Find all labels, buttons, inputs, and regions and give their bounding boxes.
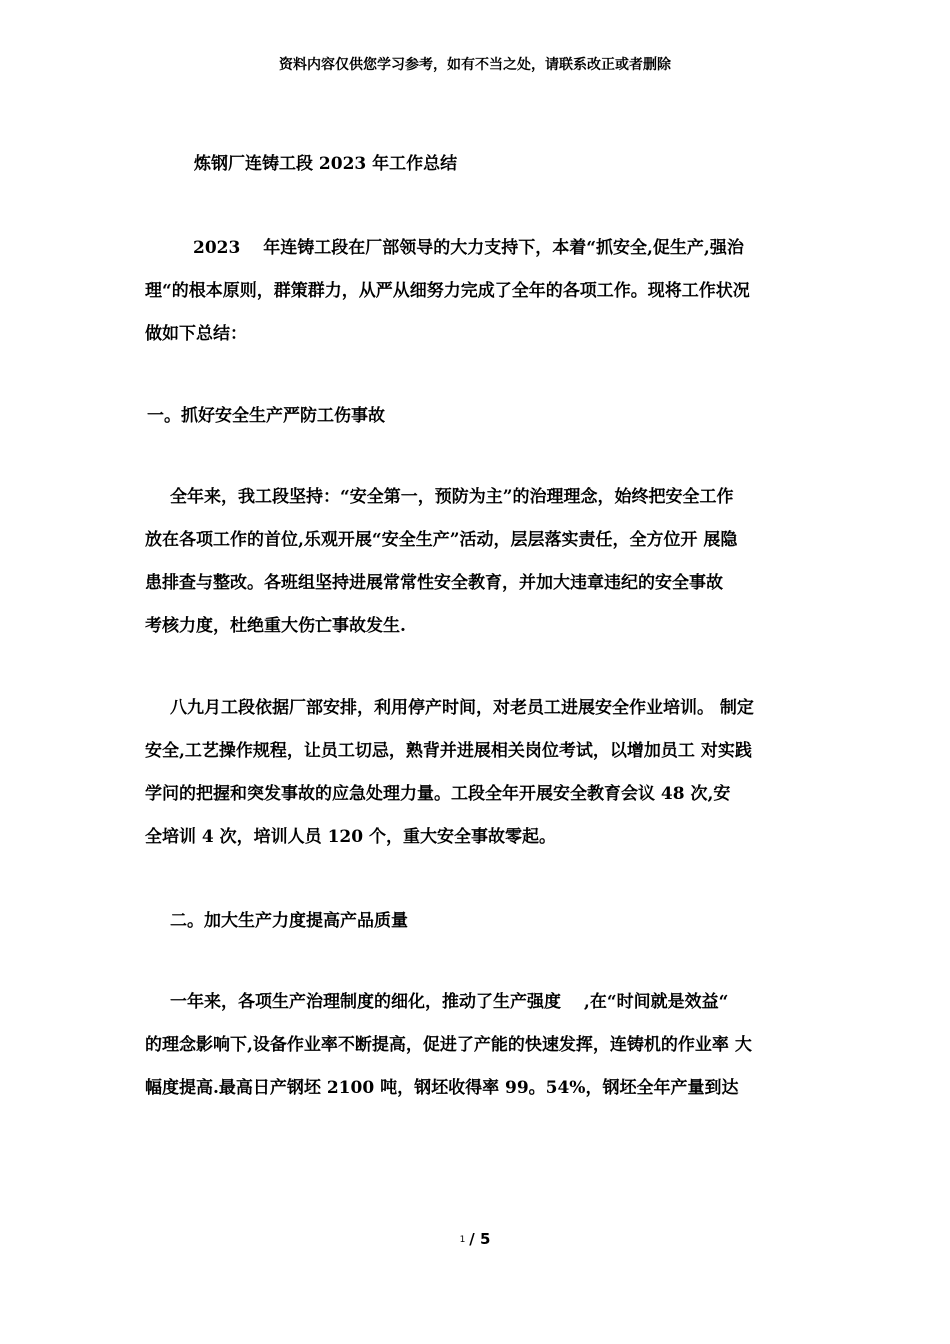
section-heading: 一。抓好安全生产严防工伤事故 — [147, 406, 385, 426]
paragraph-line: 一年来，各项生产治理制度的细化，推动了生产强度 ,在“时间就是效益“ — [170, 992, 729, 1012]
paragraph-line: 理“的根本原则，群策群力，从严从细努力完成了全年的各项工作。现将工作状况 — [145, 281, 750, 301]
page-total: / 5 — [469, 1230, 491, 1248]
disclaimer-header: 资料内容仅供您学习参考，如有不当之处，请联系改正或者删除 — [279, 57, 671, 73]
paragraph-line: 学问的把握和突发事故的应急处理力量。工段全年开展安全教育会议 48 次,安 — [145, 784, 731, 804]
paragraph-line: 八九月工段依据厂部安排，利用停产时间，对老员工进展安全作业培训。 制定 — [170, 698, 754, 718]
page-current: 1 — [459, 1235, 466, 1245]
paragraph-line: 的理念影响下,设备作业率不断提高，促进了产能的快速发挥，连铸机的作业率 大 — [145, 1035, 752, 1055]
paragraph-line: 安全,工艺操作规程，让员工切忌，熟背并进展相关岗位考试，以增加员工 对实践 — [145, 741, 752, 761]
document-title: 炼钢厂连铸工段 2023 年工作总结 — [194, 154, 458, 174]
paragraph-line: 全培训 4 次，培训人员 120 个，重大安全事故零起。 — [145, 827, 556, 847]
page-number — [0, 1230, 950, 1248]
paragraph-line: 放在各项工作的首位,乐观开展“安全生产”活动，层层落实责任，全方位开 展隐 — [145, 530, 738, 550]
paragraph-line: 患排查与整改。各班组坚持进展常常性安全教育，并加大违章违纪的安全事故 — [145, 573, 723, 593]
paragraph-line: 全年来，我工段坚持：“安全第一，预防为主”的治理理念，始终把安全工作 — [170, 487, 734, 507]
paragraph-line: 做如下总结： — [145, 324, 247, 344]
paragraph-line: 2023 年连铸工段在厂部领导的大力支持下，本着“抓安全,促生产,强治 — [193, 238, 744, 258]
section-heading: 二。加大生产力度提高产品质量 — [170, 911, 408, 931]
paragraph-line: 考核力度，杜绝重大伤亡事故发生. — [145, 616, 406, 636]
paragraph-line: 幅度提高.最高日产钢坯 2100 吨，钢坯收得率 99。54%，钢坯全年产量到达 — [145, 1078, 739, 1098]
